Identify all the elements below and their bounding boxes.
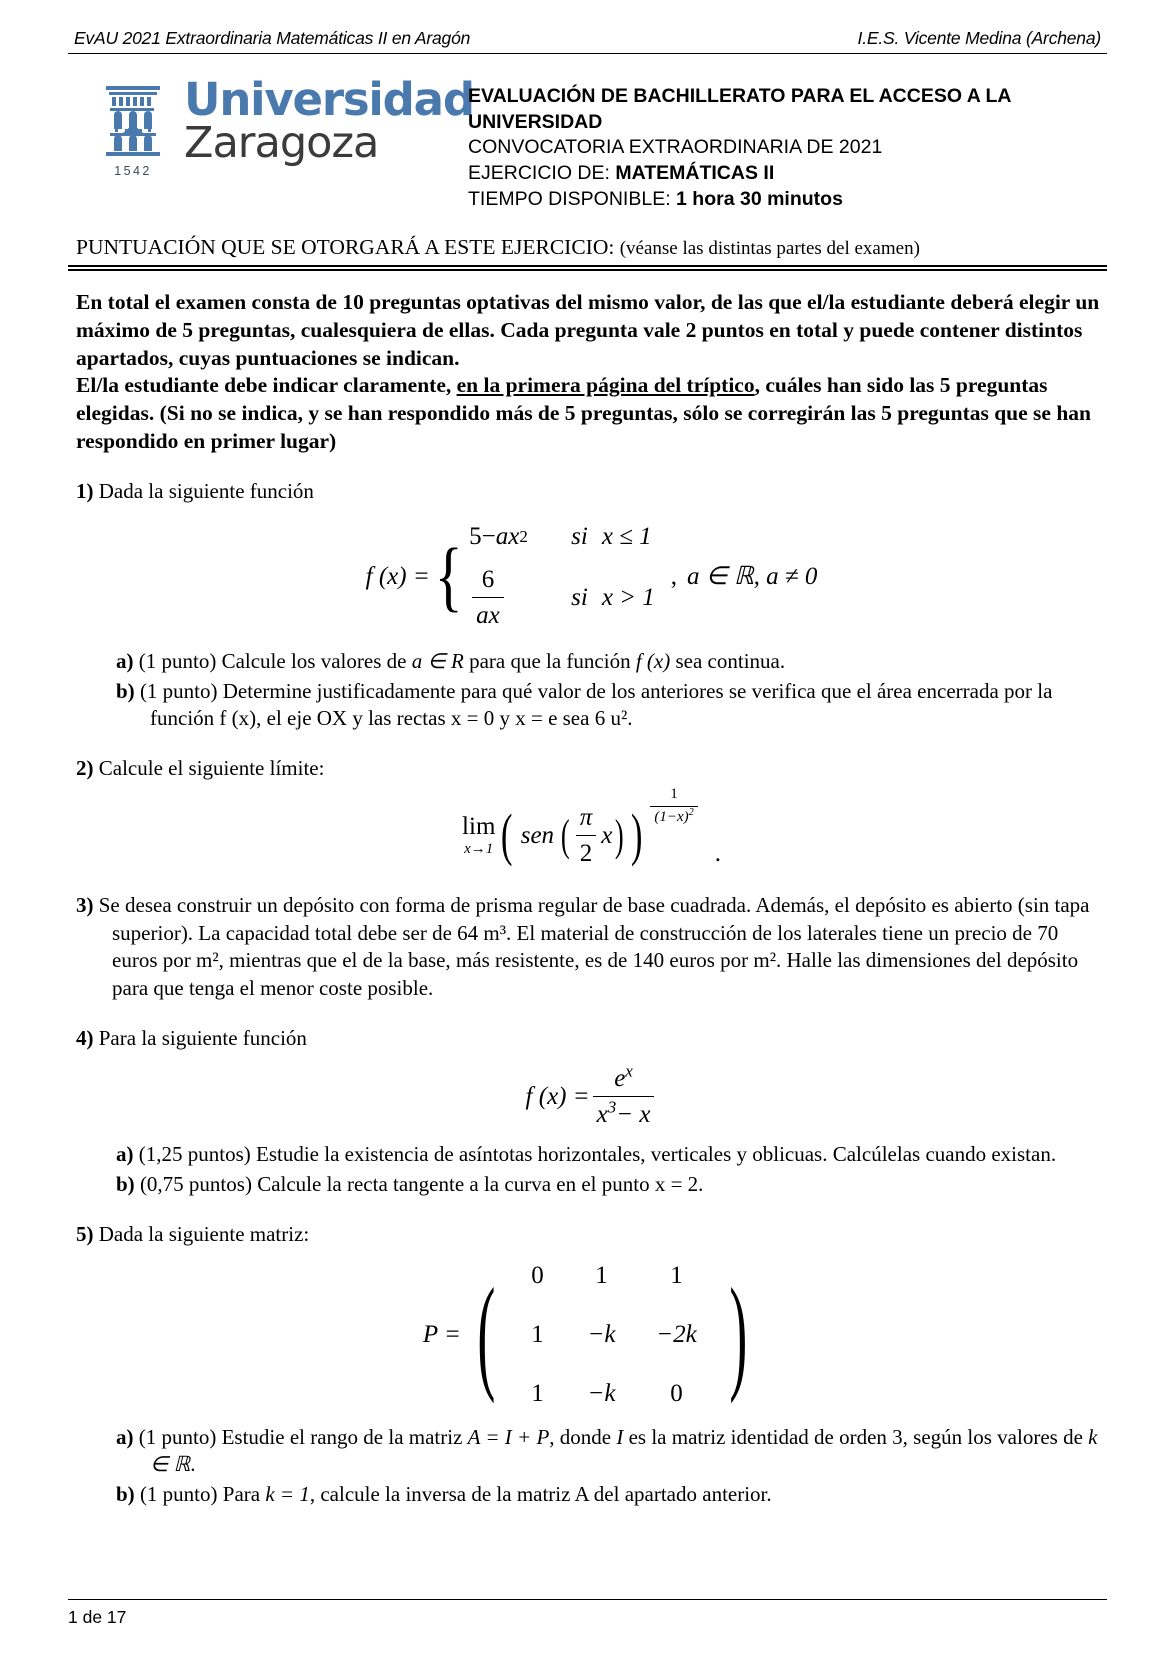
question-4-part-a xyxy=(116,1141,1107,1169)
question-4-number: 4) xyxy=(76,1025,94,1050)
q1-domain: a ∈ ℝ, a ≠ 0 xyxy=(687,562,818,590)
q1-c1-op: − xyxy=(481,523,496,551)
question-3-stem: Se desea construir un depósito con forma de prisma regular de base cuadrada. Además, el depósito es abierto (sin tapa superior). La capacidad total debe ser de 64 m³. El material de construcción de los laterales tiene un precio de 70 euros por m², mientras que el de la base, más resistente, es de 140 euros por m². Halle las dimensiones del depósito para que tenga el menor coste posible. xyxy=(98,892,1090,1001)
question-4-stem: Para la siguiente función xyxy=(98,1025,307,1050)
outer-paren-right-icon: ) xyxy=(630,802,643,868)
q1-c1-si: si xyxy=(571,523,588,551)
intro-paragraph-1: En total el examen consta de 10 preguntas optativas del mismo valor, de las que el/la estudiante deberá elegir un máximo de 5 preguntas, cualesquiera de ellas. Cada pregunta vale 2 puntos en total y puede contener distintos apartados, cuyas puntuaciones se indican. xyxy=(76,289,1100,370)
scoring-note xyxy=(68,235,1107,260)
q5b-kval: k = 1 xyxy=(265,1482,310,1507)
question-2 xyxy=(68,755,1107,870)
crest-year: 1542 xyxy=(114,164,152,178)
q1b-text: Determine justificadamente para qué valor de los anteriores se verifica que el área encerrada por la función f (x), el eje OX y las rectas x = 0 y x = e sea 6 u². xyxy=(150,678,1053,731)
q5a-label: a) xyxy=(116,1424,134,1449)
q2-exponent xyxy=(647,785,700,828)
inner-paren-right-icon: ) xyxy=(615,810,625,860)
q1a-label: a) xyxy=(116,649,134,674)
q2-exp-num: 1 xyxy=(670,785,678,802)
running-header-right: I.E.S. Vicente Medina (Archena) xyxy=(857,28,1101,48)
q2-lim-sub: x→1 xyxy=(464,841,494,858)
time-value: 1 hora 30 minutos xyxy=(676,187,843,210)
q5b-text-post: , calcule la inversa de la matriz A del apartado anterior. xyxy=(309,1482,772,1507)
q4b-text: Calcule la recta tangente a la curva en el punto x = 2. xyxy=(251,1172,704,1197)
matrix-cell-1-0: 1 xyxy=(531,1320,544,1348)
q4b-points: (0,75 puntos) xyxy=(139,1172,252,1197)
page-number: 1 de 17 xyxy=(68,1607,127,1627)
q2-lim: lim xyxy=(462,813,496,841)
q2-frac-num: π xyxy=(579,803,593,831)
question-1-formula xyxy=(76,520,1107,632)
q1-comma: , xyxy=(670,562,678,590)
q4-num-exp: x xyxy=(625,1062,633,1082)
wordmark-zaragoza: Zaragoza xyxy=(184,118,379,169)
matrix-cell-2-2: 0 xyxy=(670,1379,683,1407)
q5-matrix-label: P = xyxy=(422,1320,461,1348)
q2-function: sen xyxy=(520,821,555,849)
matrix-cell-2-1: −k xyxy=(587,1379,616,1407)
question-5-parts xyxy=(76,1424,1107,1509)
q1-piecewise xyxy=(430,520,655,632)
q1-c2-cond: x > 1 xyxy=(601,584,655,612)
exam-header-line3: CONVOCATORIA EXTRAORDINARIA DE 2021 xyxy=(468,136,883,159)
q4b-label: b) xyxy=(116,1172,135,1197)
question-1-stem: Dada la siguiente función xyxy=(98,479,314,504)
q1-c2-num: 6 xyxy=(481,566,495,594)
q2-exp-den: (1−x) xyxy=(654,808,689,825)
question-1 xyxy=(68,478,1107,733)
question-5-matrix xyxy=(76,1259,1107,1410)
q5b-points: (1 punto) xyxy=(139,1482,218,1507)
question-5 xyxy=(68,1221,1107,1509)
q5a-points: (1 punto) xyxy=(138,1424,217,1449)
running-header xyxy=(68,28,1107,53)
exam-header-text xyxy=(468,70,1107,213)
matrix-cell-0-2: 1 xyxy=(670,1261,683,1289)
q2-frac-den: 2 xyxy=(576,835,597,870)
q1-c1-b: ax xyxy=(495,523,520,551)
question-1-part-b xyxy=(116,678,1107,733)
question-2-number: 2) xyxy=(76,756,94,781)
inner-paren-left-icon: ( xyxy=(560,810,570,860)
question-4-part-b xyxy=(116,1171,1107,1199)
q2-pi-over-2 xyxy=(576,801,597,870)
matrix-paren-right-icon: ) xyxy=(729,1262,748,1405)
question-1-number: 1) xyxy=(76,479,94,504)
q1-c2-si: si xyxy=(571,584,588,612)
q1-c2-den: ax xyxy=(472,597,504,632)
q4a-points: (1,25 puntos) xyxy=(138,1142,251,1167)
question-3-number: 3) xyxy=(76,892,94,917)
university-building-icon xyxy=(94,84,172,158)
q2-limit-operator xyxy=(462,810,495,860)
question-5-stem: Dada la siguiente matriz: xyxy=(98,1221,310,1246)
intro-block xyxy=(68,289,1107,457)
question-5-part-a xyxy=(116,1424,1107,1479)
document-header xyxy=(68,70,1107,213)
q4a-text: Estudie la existencia de asíntotas horizontales, verticales y oblicuas. Calcúlelas cuando existan. xyxy=(250,1142,1057,1167)
exam-header-line2: UNIVERSIDAD xyxy=(468,110,603,133)
intro-p2-a: El/la estudiante debe indicar claramente, xyxy=(76,373,457,398)
q5a-kvar: k ∈ ℝ xyxy=(150,1424,1098,1477)
q1a-points: (1 punto) xyxy=(138,649,217,674)
exam-header-line4 xyxy=(468,161,1107,187)
q1-c2-fraction xyxy=(472,563,504,632)
q4-num: e xyxy=(614,1065,626,1093)
question-3 xyxy=(68,892,1107,1003)
q1a-var1: a ∈ R xyxy=(411,649,464,674)
matrix-cell-2-0: 1 xyxy=(531,1379,544,1407)
q1-case-1: 5 − ax 2 si x ≤ 1 xyxy=(469,520,655,553)
exercise-value: MATEMÁTICAS II xyxy=(615,162,775,185)
q1a-text-mid: para que la función xyxy=(463,649,636,674)
intro-p2-underlined: en la primera página del tríptico xyxy=(456,373,755,398)
q1-c1-cond: x ≤ 1 xyxy=(601,523,652,551)
question-2-stem: Calcule el siguiente límite: xyxy=(98,756,325,781)
q5b-label: b) xyxy=(116,1482,135,1507)
q1-case-2 xyxy=(469,563,655,632)
q4a-label: a) xyxy=(116,1142,134,1167)
crest-block xyxy=(94,70,172,178)
question-5-number: 5) xyxy=(76,1221,94,1246)
q5a-ivar: I xyxy=(616,1424,624,1449)
intro-p2-b: , cuáles han sido las 5 preguntas elegidas. (Si no se indica, y se han respondido más de 5 preguntas, sólo se corregirán las 5 preguntas que se han respondido en primer lugar) xyxy=(76,373,1092,454)
q2-period: . xyxy=(714,839,721,867)
q4-fraction xyxy=(593,1062,655,1131)
q4-den-exp: 3 xyxy=(607,1098,617,1118)
matrix-grid xyxy=(507,1259,717,1410)
q1a-text-pre: Calcule los valores de xyxy=(216,649,412,674)
q5a-text-mid: , donde xyxy=(549,1424,617,1449)
matrix-cell-0-1: 1 xyxy=(595,1261,608,1289)
matrix-cell-0-0: 0 xyxy=(531,1261,544,1289)
q5a-text-end: . xyxy=(190,1452,196,1477)
exercise-label: EJERCICIO DE: xyxy=(468,162,616,185)
exam-header-line5 xyxy=(468,187,1107,213)
q1a-var2: f (x) xyxy=(635,649,671,674)
q4-den-a: x xyxy=(596,1101,608,1129)
university-wordmark xyxy=(172,70,474,169)
university-logo xyxy=(68,70,474,178)
double-rule xyxy=(68,265,1107,271)
matrix-paren-left-icon: ( xyxy=(477,1262,496,1405)
intro-paragraph-2 xyxy=(76,372,1105,456)
q1b-label: b) xyxy=(116,678,135,703)
q5b-text-pre: Para xyxy=(217,1482,266,1507)
scoring-note-main: PUNTUACIÓN QUE SE OTORGARÁ A ESTE EJERCICIO: xyxy=(76,234,615,259)
question-4-formula xyxy=(76,1062,1107,1131)
exam-header-line1: EVALUACIÓN DE BACHILLERATO PARA EL ACCESO A LA xyxy=(468,85,1012,107)
q5a-text-pre: Estudie el rango de la matriz xyxy=(216,1424,468,1449)
q1-lhs: f (x) = xyxy=(365,562,430,590)
q4-den-b: − x xyxy=(616,1101,651,1129)
q1-c1-a: 5 xyxy=(469,523,482,551)
q5a-expr: A = I + P xyxy=(467,1424,550,1449)
q1b-points: (1 punto) xyxy=(139,678,218,703)
running-header-left: EvAU 2021 Extraordinaria Matemáticas II en Aragón xyxy=(74,28,471,48)
q5a-text-post: es la matriz identidad de orden 3, según los valores de xyxy=(623,1424,1089,1449)
question-5-part-b xyxy=(116,1481,1107,1509)
question-1-part-a xyxy=(116,648,1107,676)
question-1-parts xyxy=(76,648,1107,733)
wordmark-universidad: Universidad xyxy=(184,73,474,126)
time-label: TIEMPO DISPONIBLE: xyxy=(468,187,677,210)
q1a-text-post: sea continua. xyxy=(670,649,786,674)
outer-paren-left-icon: ( xyxy=(501,802,513,868)
matrix-cell-1-2: −2k xyxy=(656,1320,697,1348)
page-footer xyxy=(68,1599,1107,1628)
q4-lhs: f (x) = xyxy=(525,1083,590,1111)
running-header-rule xyxy=(68,53,1107,54)
question-4-parts xyxy=(76,1141,1107,1198)
scoring-note-paren: (véanse las distintas partes del examen) xyxy=(619,237,920,259)
matrix-cell-1-1: −k xyxy=(587,1320,616,1348)
question-2-formula xyxy=(76,785,1107,870)
left-brace-icon: { xyxy=(434,531,463,619)
question-4 xyxy=(68,1025,1107,1199)
q2-exp-den-pow: 2 xyxy=(688,806,694,818)
q2-arg: x xyxy=(601,821,613,849)
